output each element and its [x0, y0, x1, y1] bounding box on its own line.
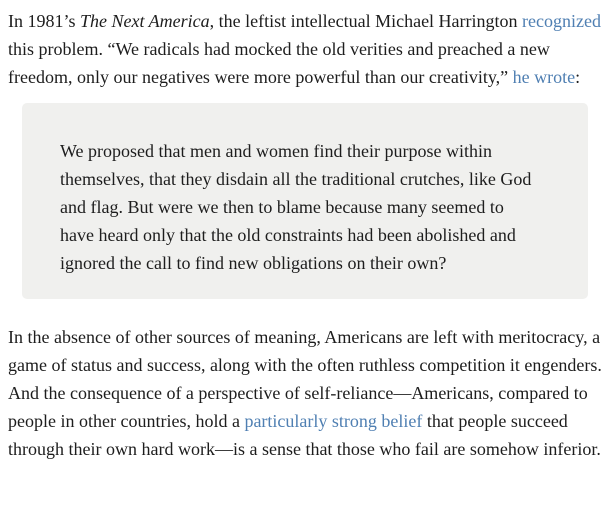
- blockquote-panel: [22, 103, 588, 299]
- text-run: In 1981’s: [8, 11, 80, 31]
- text-run: , the leftist intellectual Michael Harrington: [209, 11, 523, 31]
- text-run: In the absence of other sources of meaning, Americans are left with meritocracy, a game of status and success, along with the often ruthless competition it engenders. And the consequence of a perspective of self-reliance—Americans, compared to people in other countries, hold a: [8, 327, 602, 431]
- link-particularly-strong-belief[interactable]: particularly strong belief: [244, 411, 423, 431]
- closing-paragraph: [8, 323, 610, 463]
- blockquote-text: We proposed that men and women find their purpose within themselves, that they disdain all the traditional crutches, like God and flag. But were we then to blame because many seemed to have heard only that the old constraints had been abolished and ignored the call to find new obligations on their own?: [60, 141, 532, 273]
- text-run: that people succeed through their own hard work—is a sense that those who fail are somehow inferior.: [8, 411, 601, 459]
- text-run: :: [575, 67, 581, 87]
- link-he-wrote[interactable]: he wrote: [512, 67, 576, 87]
- link-recognized[interactable]: recognized: [522, 11, 601, 31]
- intro-paragraph: [8, 7, 610, 91]
- text-run: this problem. “We radicals had mocked the old verities and preached a new freedom, only our negatives were more powerful than our creativity,”: [8, 39, 550, 87]
- book-title-italic: The Next America: [80, 11, 210, 31]
